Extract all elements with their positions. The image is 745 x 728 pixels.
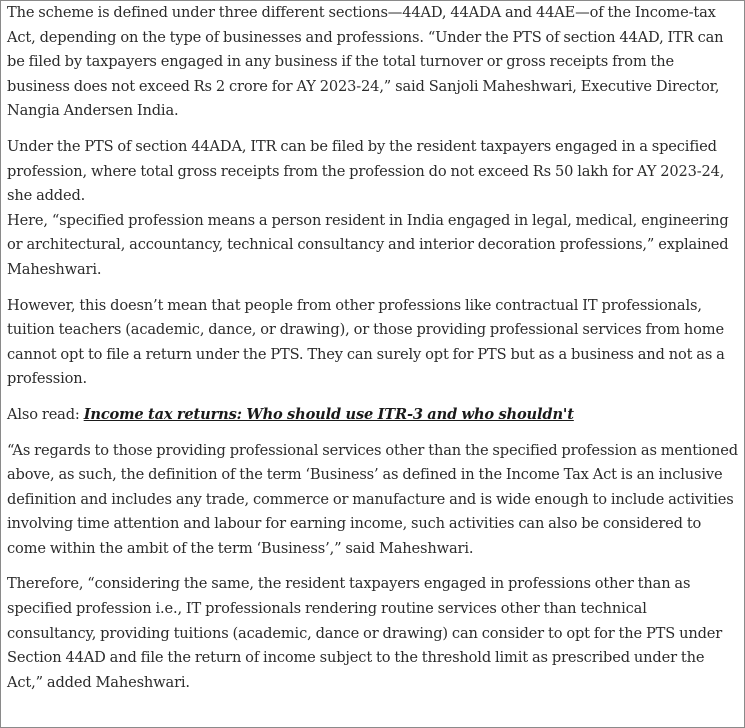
paragraph-specified-profession: Here, “specified profession means a person resident in India engaged in legal, medical, engineering or architectural, accountancy, technical consultancy and interior decoration professions,” explained Maheshwari. — [7, 211, 729, 278]
also-read — [7, 403, 738, 428]
paragraph-conclusion: Therefore, “considering the same, the resident taxpayers engaged in professions other than as specified profession i.e., IT professionals rendering routine services other than technical consultancy, providing tuitions (academic, dance or drawing) can consider to opt for the PTS under Section 44AD and file the return of income subject to the threshold limit as prescribed under the Act,” added Maheshwari. — [7, 575, 723, 691]
also-read-prefix: Also read: — [7, 405, 84, 423]
paragraph-section-44ada: Under the PTS of section 44ADA, ITR can be filed by the resident taxpayers engaged in a specified profession, where total gross receipts from the profession do not exceed Rs 50 lakh for AY 2023-24, she added. — [7, 137, 725, 205]
paragraph-scheme-definition: The scheme is defined under three different sections—44AD, 44ADA and 44AE—of the Income-tax Act, depending on the type of businesses and professions. “Under the PTS of section 44AD, ITR can be filed by taxpayers engaged in any business if the total turnover or gross receipts from the business does not exceed Rs 2 crore for AY 2023-24,” said Sanjoli Maheshwari, Executive Director, Nangia Andersen India. — [7, 4, 724, 120]
paragraph-other-professions: However, this doesn’t mean that people from other professions like contractual IT professionals, tuition teachers (academic, dance, or drawing), or those providing professional services from home cannot opt to file a return under the PTS. They can surely opt for PTS but as a business and not as a profession. — [7, 296, 725, 388]
also-read-link[interactable]: Income tax returns: Who should use ITR-3 and who shouldn't — [83, 405, 574, 423]
paragraph-business-definition: “As regards to those providing professional services other than the specified profession as mentioned above, as such, the definition of the term ‘Business’ as defined in the Income Tax Act is an inclusive definition and includes any trade, commerce or manufacture and is wide enough to include activities involving time attention and labour for earning income, such activities can also be considered to come within the ambit of the term ‘Business’,” said Maheshwari. — [7, 441, 738, 557]
article-body — [7, 1, 738, 695]
